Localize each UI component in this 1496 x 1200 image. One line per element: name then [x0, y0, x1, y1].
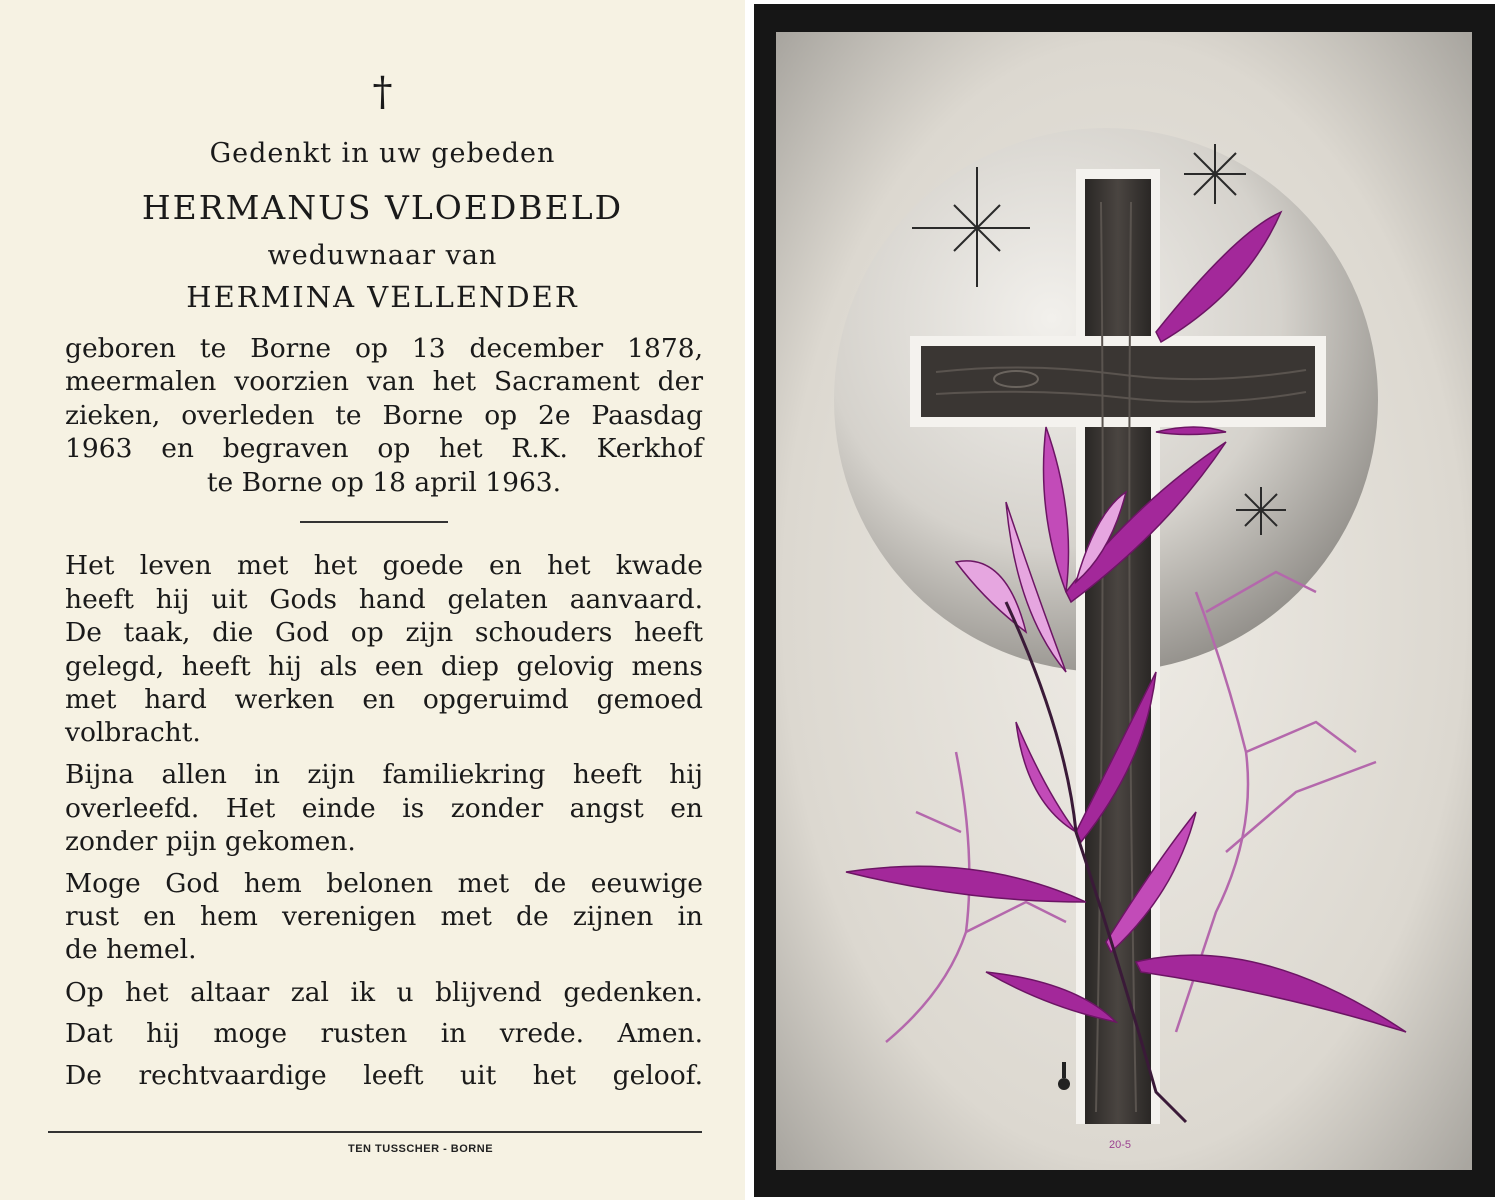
cross-moon-illustration	[776, 32, 1472, 1170]
paragraph-line: gelegd, heeft hij als een diep gelovig mens	[65, 651, 703, 682]
paragraph-line: Het leven met het goede en het kwade	[65, 550, 703, 581]
closing-line: Op het altaar zal ik u blijvend gedenken.	[65, 977, 703, 1008]
paragraph-line: rust en hem verenigen met de zijnen in	[65, 901, 703, 932]
biography-line: meermalen voorzien van het Sacrament der	[65, 366, 703, 397]
closing-line: De rechtvaardige leeft uit het geloof.	[65, 1060, 703, 1091]
paragraph-line: heeft hij uit Gods hand gelaten aanvaard.	[65, 584, 703, 615]
paragraph-line: Bijna allen in zijn familiekring heeft hij	[65, 759, 703, 790]
memorial-picture-card	[754, 4, 1495, 1197]
print-code: 20-5	[1108, 1139, 1132, 1151]
paragraph-line: Moge God hem belonen met de eeuwige	[65, 868, 703, 899]
bottom-rule	[48, 1131, 702, 1133]
paragraph-line: De taak, die God op zijn schouders heeft	[65, 617, 703, 648]
relation-line: weduwnaar van	[267, 240, 498, 271]
paragraph-line: overleefd. Het einde is zonder angst en	[65, 793, 703, 824]
biography-line: 1963 en begraven op het R.K. Kerkhof	[65, 433, 703, 464]
biography-line: geboren te Borne op 13 december 1878,	[65, 333, 703, 364]
paragraph-line: zonder pijn gekomen.	[65, 826, 356, 857]
biography-line: zieken, overleden te Borne op 2e Paasdag	[65, 400, 703, 431]
memorial-text-card	[0, 0, 745, 1200]
paragraph-line: met hard werken en opgeruimd gemoed	[65, 684, 703, 715]
closing-line: Dat hij moge rusten in vrede. Amen.	[65, 1018, 703, 1049]
spouse-name: HERMINA VELLENDER	[186, 280, 579, 314]
paragraph-line: volbracht.	[65, 717, 201, 748]
intro-line: Gedenkt in uw gebeden	[209, 138, 556, 169]
paragraph-line: de hemel.	[65, 934, 197, 965]
section-divider	[300, 521, 448, 523]
deceased-name: HERMANUS VLOEDBELD	[141, 188, 624, 227]
cross-icon: †	[372, 69, 393, 115]
printer-imprint: TEN TUSSCHER - BORNE	[347, 1143, 494, 1155]
biography-line: te Borne op 18 april 1963.	[206, 467, 562, 498]
